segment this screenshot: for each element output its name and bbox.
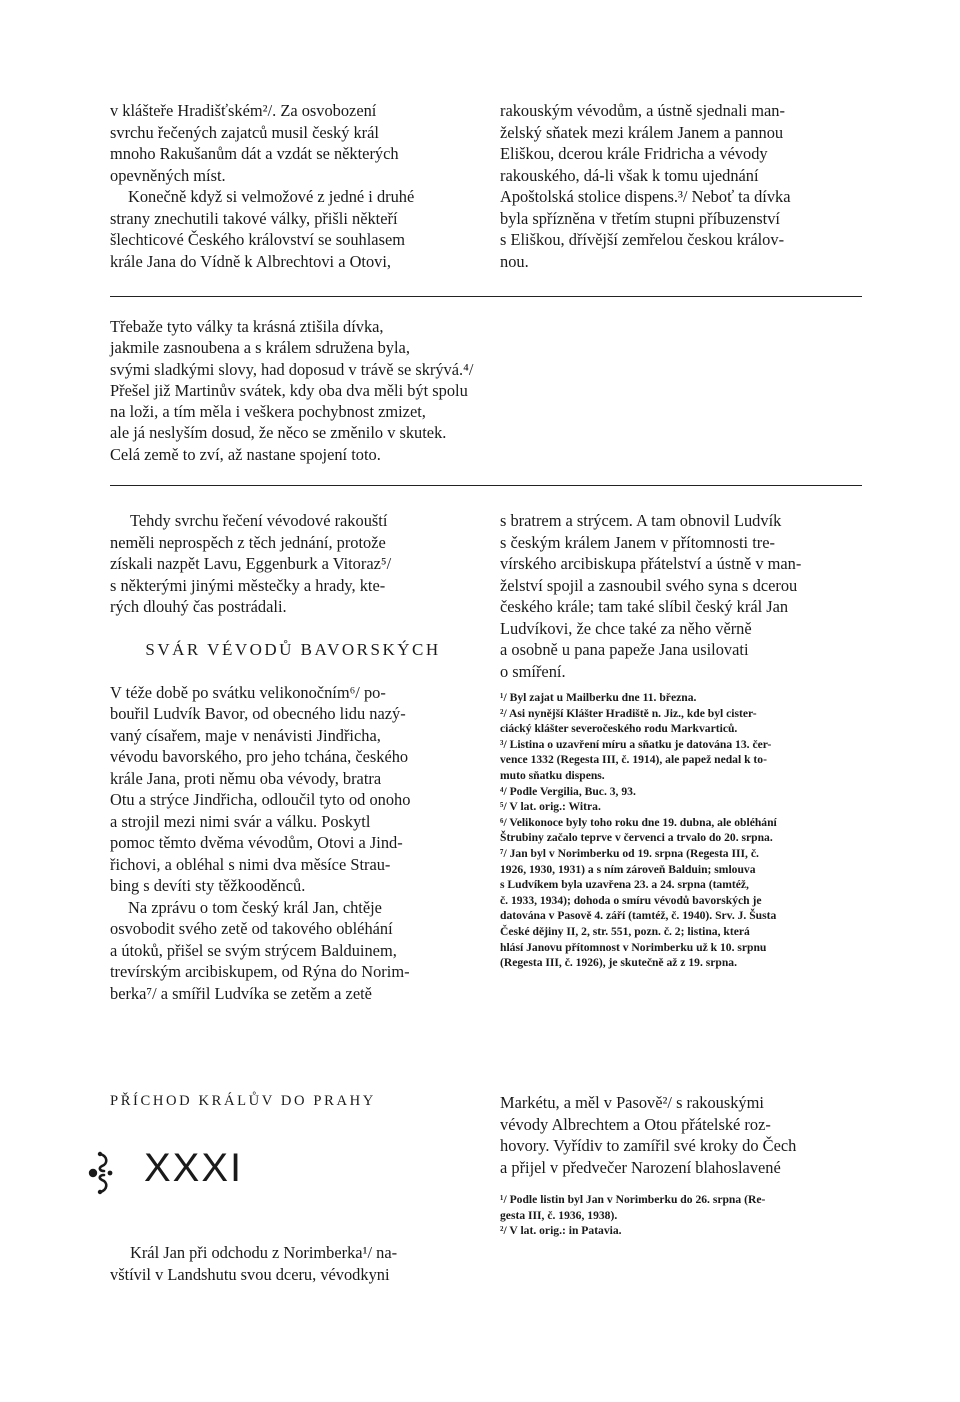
footnote-line: č. 1933, 1934); dohoda o smíru vévodů bavorských je xyxy=(500,893,762,907)
text-line: krále Jana do Vídně k Albrechtovi a Otovi, xyxy=(110,251,392,271)
middle-left-paragraph-1 xyxy=(110,510,476,618)
footnote-line: ²/ Asi nynější Klášter Hradiště n. Jiz., kde byl cister- xyxy=(500,706,757,720)
text-line: neměli neprospěch z těch jednání, protože xyxy=(110,532,386,552)
text-line: s Eliškou, dřívější zemřelou českou králov- xyxy=(500,230,785,249)
top-right-paragraph xyxy=(500,100,862,272)
chapter-number: XXXI xyxy=(144,1146,244,1190)
verse-line: Třebaže tyto války ta krásná ztišila dívka, xyxy=(110,317,384,336)
text-line: s bratrem a strýcem. A tam obnovil Ludvík xyxy=(500,511,782,530)
horizontal-rule xyxy=(110,485,862,486)
top-left-paragraph-2 xyxy=(110,186,476,272)
verse-line: Celá země to zví, až nastane spojení toto. xyxy=(110,444,381,464)
footnotes xyxy=(500,1192,862,1239)
text-line: rakouského, dá-li však k tomu ujednání xyxy=(500,165,759,185)
text-line: a osobně u pana papeže Jana usilovati xyxy=(500,640,749,659)
footnote-line: vence 1332 (Regesta III, č. 1914), ale papež nedal k to- xyxy=(500,753,767,767)
text-line: rých dlouhý čas postrádali. xyxy=(110,597,287,616)
text-line: krále Jana, proti němu oba vévody, bratra xyxy=(110,768,382,788)
footnote-line: ⁴/ Podle Vergilia, Buc. 3, 93. xyxy=(500,784,636,798)
middle-left-column xyxy=(110,510,476,1004)
text-line: berka⁷/ a smířil Ludvíka se zetěm a zetě xyxy=(110,983,372,1003)
text-line: Ludvíkovi, že chce také za něho věrně xyxy=(500,618,752,638)
floral-ornament-icon xyxy=(88,1150,122,1196)
text-line: s českým králem Janem v přítomnosti tre- xyxy=(500,532,775,552)
text-line: trevírským arcibiskupem, od Rýna do Norim- xyxy=(110,962,410,981)
middle-right-paragraph xyxy=(500,510,862,682)
text-line: Markétu, a měl v Pasově²/ s rakouskými xyxy=(500,1093,764,1112)
text-line: rakouským vévodům, a ústně sjednali man- xyxy=(500,101,785,120)
footnote-line: hlásí Janovu přítomnost v Norimberku už k 10. srpnu xyxy=(500,940,767,954)
footnote-line: ⁵/ V lat. orig.: Witra. xyxy=(500,800,601,814)
footnote-line: ¹/ Podle listin byl Jan v Norimberku do 26. srpna (Re- xyxy=(500,1193,766,1206)
verse-line: svými sladkými slovy, had doposud v trávě se skrývá.⁴/ xyxy=(110,359,474,379)
text-line: a strojil mezi nimi svár a válku. Poskytl xyxy=(110,811,371,831)
footnote-line: ²/ V lat. orig.: in Patavia. xyxy=(500,1224,622,1238)
text-line: hovory. Vyřídiv to zamířil své kroky do Čech xyxy=(500,1136,797,1155)
bottom-left-column xyxy=(110,1092,476,1285)
footnote-line: s Ludvíkem byla uzavřena 23. a 24. srpna (tamtéž, xyxy=(500,878,749,892)
verse-line: jakmile zasnoubena a s králem sdružena byla, xyxy=(110,338,410,358)
verse-line: Přešel již Martinův svátek, kdy oba dva měli být spolu xyxy=(110,380,468,400)
chapter-number-row xyxy=(110,1144,476,1204)
text-line: opevněných míst. xyxy=(110,165,226,185)
top-right-column xyxy=(500,100,862,272)
text-line: bouřil Ludvík Bavor, od obecného lidu nazý- xyxy=(110,704,406,723)
verse-block xyxy=(110,316,870,465)
top-left-column xyxy=(110,100,476,272)
text-line: s některými jinými městečky a hrady, kte- xyxy=(110,575,386,595)
text-line: svrchu řečených zajatců musil český král xyxy=(110,122,379,142)
text-line: Eliškou, dcerou krále Fridricha a vévody xyxy=(500,144,768,163)
footnote-line: datována v Pasově 4. září (tamtéž, č. 1940). Srv. J. Šusta xyxy=(500,909,777,923)
text-line: a přijel v předvečer Narození blahoslavené xyxy=(500,1157,781,1177)
text-line: Konečně když si velmožové z jedné i druhé xyxy=(128,187,415,206)
chapter-opening-text xyxy=(110,1242,476,1285)
text-line: a útoků, přišel se svým strýcem Balduinem, xyxy=(110,940,397,960)
text-line: vštívil v Landshutu svou dceru, vévodkyni xyxy=(110,1264,390,1284)
text-line: mnoho Rakušanům dát a vzdát se některých xyxy=(110,144,399,163)
text-line: o smíření. xyxy=(500,661,566,681)
text-line: vévody Albrechtem a Otou přátelské roz- xyxy=(500,1114,771,1134)
footnote-line: ⁷/ Jan byl v Norimberku od 19. srpna (Regesta III, č. xyxy=(500,846,759,860)
middle-left-paragraph-2 xyxy=(110,682,476,897)
top-left-paragraph-1 xyxy=(110,100,476,186)
text-line: českého krále; tam také slíbil český král Jan xyxy=(500,597,789,616)
bottom-right-column xyxy=(500,1092,862,1239)
text-line: řichovi, a obléhal s nimi dva měsíce Strau- xyxy=(110,854,391,874)
middle-left-paragraph-3 xyxy=(110,897,476,1005)
bottom-right-paragraph xyxy=(500,1092,862,1178)
text-line: vévodu bavorského, pro jeho tchána, českého xyxy=(110,747,409,766)
verse-line: ale já neslyším dosud, že něco se změnilo v skutek. xyxy=(110,423,447,443)
text-line: pomoc těmto dvěma vévodům, Otovi a Jind- xyxy=(110,833,403,852)
text-line: v klášteře Hradišťském²/. Za osvobození xyxy=(110,101,377,120)
text-line: byla spřízněna v třetím stupni příbuzenství xyxy=(500,208,780,228)
section-heading: SVÁR VÉVODŮ BAVORSKÝCH xyxy=(145,639,441,659)
footnote-line: ciácký klášter severočeského rodu Markvarticů. xyxy=(500,722,738,736)
text-line: Apoštolská stolice dispens.³/ Neboť ta dívka xyxy=(500,187,791,206)
text-line: želství spojil a zasnoubil svého syna s dcerou xyxy=(500,575,798,595)
footnote-line: České dějiny II, 2, str. 551, pozn. č. 2; listina, která xyxy=(500,924,750,938)
text-line: nou. xyxy=(500,251,529,271)
text-line: Otu a strýce Jindřicha, odloučil tyto od onoho xyxy=(110,790,411,809)
horizontal-rule xyxy=(110,296,862,297)
footnote-line: ³/ Listina o uzavření míru a sňatku je datována 13. čer- xyxy=(500,737,772,751)
chapter-label: PŘÍCHOD KRÁLŮV DO PRAHY xyxy=(110,1093,376,1109)
text-line: vírského arcibiskupa přátelství a ústně v man- xyxy=(500,554,802,573)
text-line: Tehdy svrchu řečení vévodové rakouští xyxy=(130,511,388,530)
footnote-line: Štrubiny začalo teprve v červenci a trvalo do 20. srpna. xyxy=(500,831,773,845)
footnote-line: ¹/ Byl zajat u Mailberku dne 11. března. xyxy=(500,691,697,704)
text-line: vaný císařem, maje v nenávisti Jindřicha, xyxy=(110,725,381,745)
text-line: Na zprávu o tom český král Jan, chtěje xyxy=(128,897,382,917)
text-line: želský sňatek mezi králem Janem a pannou xyxy=(500,122,784,142)
verse-line: na loži, a tím měla i veškera pochybnost zmizet, xyxy=(110,402,426,422)
footnote-line: 1926, 1930, 1931) a s ním zároveň Balduin; smlouva xyxy=(500,862,756,876)
footnotes xyxy=(500,690,862,971)
text-line: bing s devíti sty těžkooděnců. xyxy=(110,876,306,895)
text-line: strany znechutili takové války, přišli někteří xyxy=(110,208,398,228)
text-line: získali nazpět Lavu, Eggenburk a Vitoraz⁵/ xyxy=(110,554,392,573)
text-line: šlechticové Českého království se souhlasem xyxy=(110,230,405,249)
text-line: Král Jan při odchodu z Norimberka¹/ na- xyxy=(130,1243,398,1262)
footnote-line: gesta III, č. 1936, 1938). xyxy=(500,1208,618,1222)
footnote-line: (Regesta III, č. 1926), je skutečně až z 19. srpna. xyxy=(500,956,737,970)
middle-right-column xyxy=(500,510,862,971)
text-line: V téže době po svátku velikonočním⁶/ po- xyxy=(110,682,386,702)
footnote-line: ⁶/ Velikonoce byly toho roku dne 19. dubna, ale obléhání xyxy=(500,815,777,829)
text-line: osvobodit svého zetě od takového obléhání xyxy=(110,919,393,938)
footnote-line: muto sňatku dispens. xyxy=(500,768,605,782)
